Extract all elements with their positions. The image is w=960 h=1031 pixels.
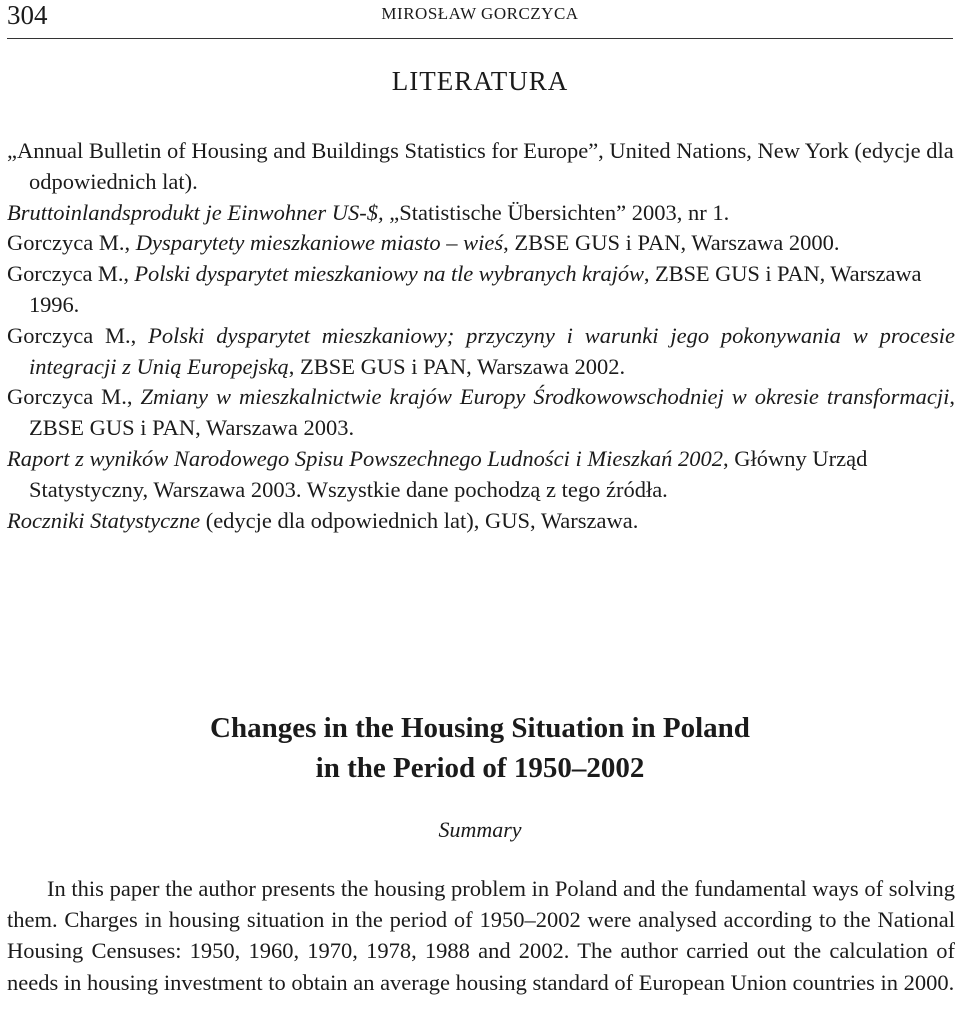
running-head: MIROSŁAW GORCZYCA xyxy=(381,4,579,23)
reference-item: Raport z wyników Narodowego Spisu Powszechnego Ludności i Mieszkań 2002, Główny Urząd Statystyczny, Warszawa 2003. Wszystkie dane pochodzą z tego źródła. xyxy=(7,445,868,502)
summary-title xyxy=(0,708,960,788)
reference-item: Gorczyca M., Polski dysparytet mieszkaniowy na tle wybranych krajów, ZBSE GUS i PAN, Warszawa 1996. xyxy=(7,261,922,317)
reference-item: Roczniki Statystyczne (edycje dla odpowiednich lat), GUS, Warszawa. xyxy=(7,507,639,533)
reference-item: Gorczyca M., Polski dysparytet mieszkaniowy; przyczyny i warunki jego pokonywania w procesie integracji z Unią Europejską, ZBSE GUS i PAN, Warszawa 2002. xyxy=(7,322,955,379)
summary-label: Summary xyxy=(438,817,522,842)
page-number: 304 xyxy=(7,0,48,30)
reference-item: Bruttoinlandsprodukt je Einwohner US-$, „Statistische Übersichten” 2003, nr 1. xyxy=(7,199,730,225)
summary-title-line: in the Period of 1950–2002 xyxy=(315,752,645,784)
page-header xyxy=(7,0,953,39)
reference-list xyxy=(7,136,955,536)
reference-item: Gorczyca M., Zmiany w mieszkalnictwie krajów Europy Środkowowschodniej w okresie transformacji, ZBSE GUS i PAN, Warszawa 2003. xyxy=(7,384,955,441)
reference-item: „Annual Bulletin of Housing and Buildings Statistics for Europe”, United Nations, New York (edycje dla odpowiednich lat). xyxy=(7,138,954,194)
literature-title: LITERATURA xyxy=(391,66,569,96)
summary-title-line: Changes in the Housing Situation in Poland xyxy=(210,712,750,744)
summary-paragraph: In this paper the author presents the housing problem in Poland and the fundamental ways of solving them. Charges in housing situation in the period of 1950–2002 were analysed according to the National Housing Censuses: 1950, 1960, 1970, 1978, 1988 and 2002. The author carried out the calculation of needs in housing investment to obtain an average housing standard of European Union countries in 2000. xyxy=(7,876,955,995)
reference-item: Gorczyca M., Dysparytety mieszkaniowe miasto – wieś, ZBSE GUS i PAN, Warszawa 2000. xyxy=(7,230,840,256)
